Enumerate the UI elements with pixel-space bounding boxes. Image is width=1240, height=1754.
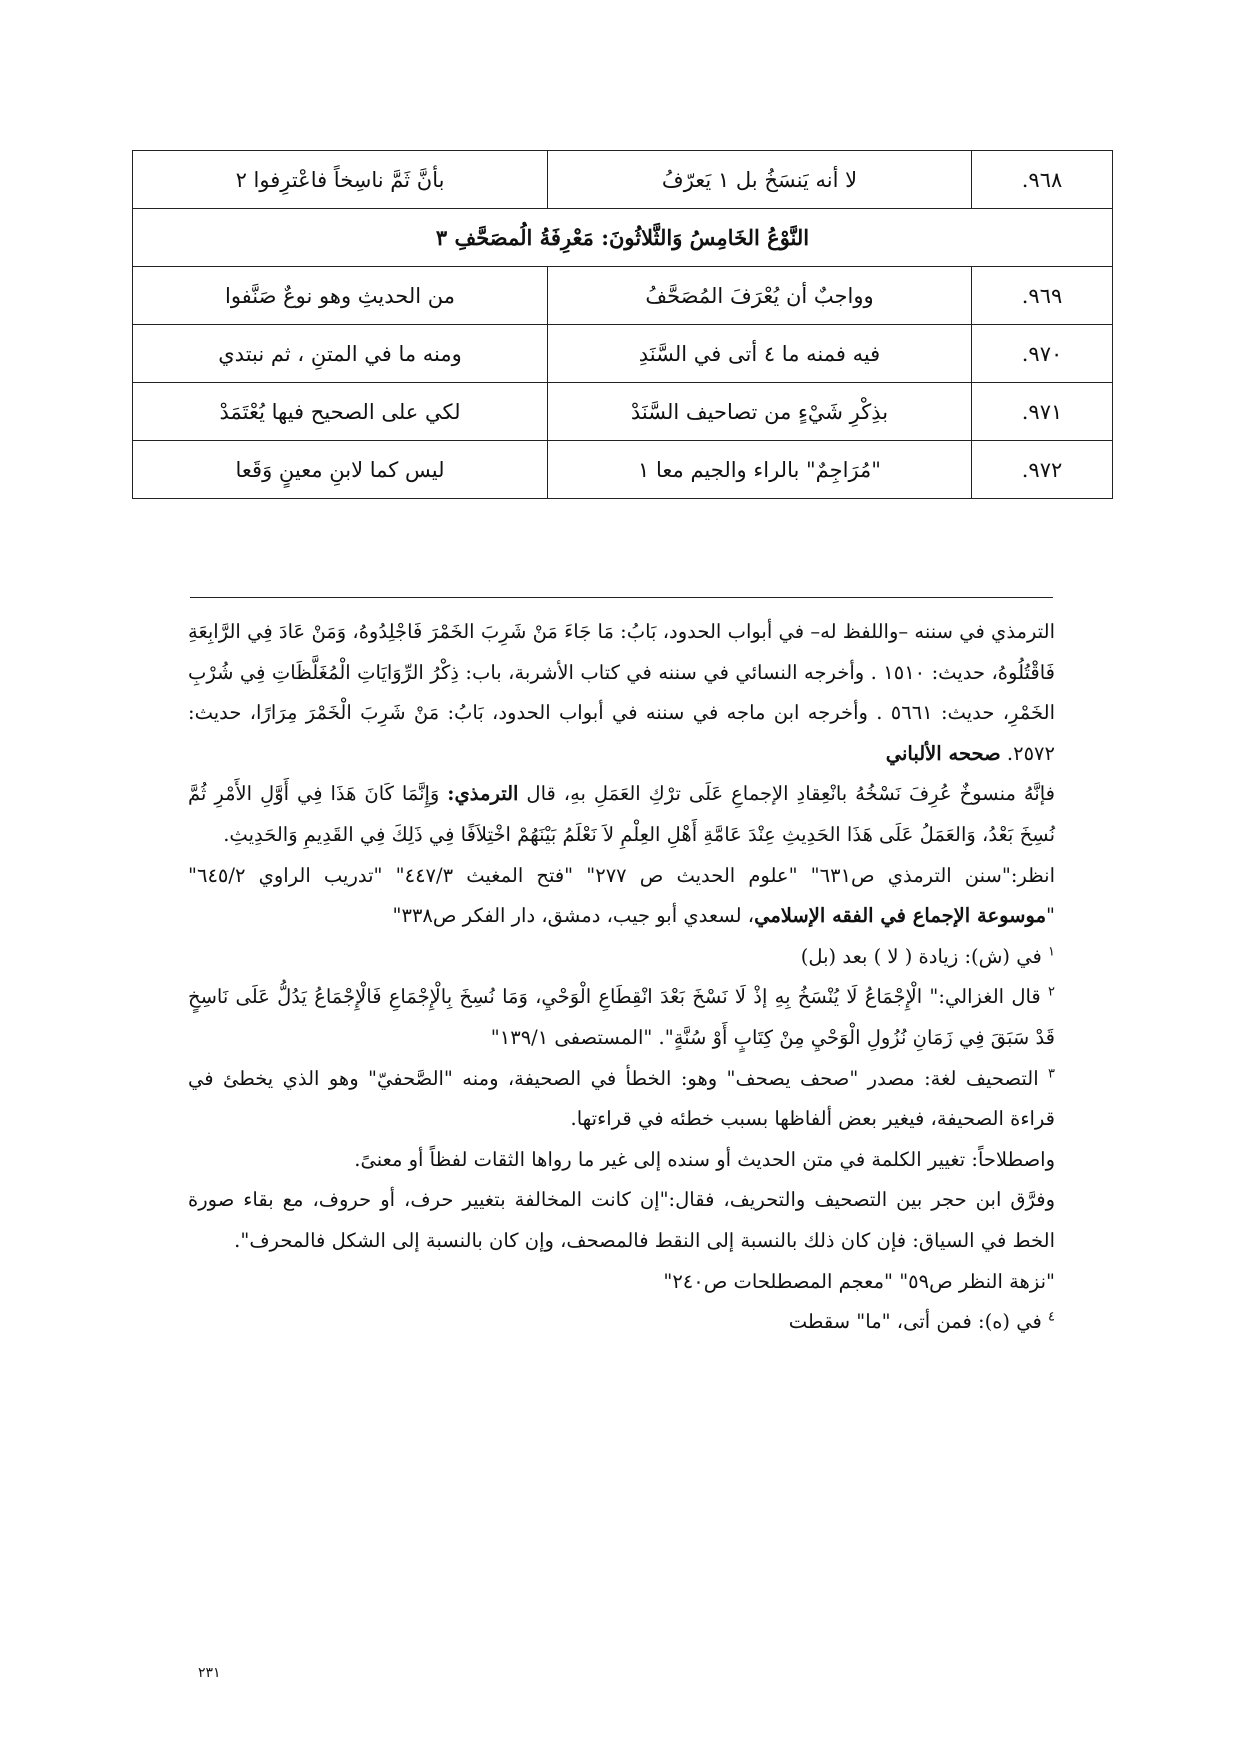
verse-table xyxy=(132,150,1113,499)
footnote-separator xyxy=(190,597,1053,598)
footnote-continuation xyxy=(188,612,1055,774)
section-title-row xyxy=(133,209,1113,267)
footnotes xyxy=(188,612,1055,1343)
verse-number: ٩٧٠. xyxy=(972,325,1113,383)
verse-number: ٩٦٩. xyxy=(972,267,1113,325)
footnote-text: فإنَّهُ منسوخٌ عُرِفَ نَسْخُهُ بانْعِقادِ الإجماعِ عَلَى ترْكِ العَمَلِ بهِ، قال xyxy=(526,782,1055,806)
footnote-paragraph: وفرَّق ابن حجر بين التصحيف والتحريف، فقال:"إن كانت المخالفة بتغيير حرف، أو حروف، مع بقاء صورة الخط في السياق: فإن كان ذلك بالنسبة إلى النقط فالمصحف، وإن كان بالنسبة إلى الشكل فالمحرف". xyxy=(188,1188,1055,1252)
verse-row-968 xyxy=(133,151,1113,209)
verse-row-969 xyxy=(133,267,1113,325)
section-title: النَّوْعُ الخَامِسُ وَالثَّلاثُونَ: مَعْرِفَةُ الُمصَحَّفِ ٣ xyxy=(133,209,1113,267)
verse-second-hemistich: من الحديثِ وهو نوعٌ صَنَّفوا xyxy=(133,267,548,325)
footnote-text: في (ش): زيادة ( لا ) بعد (بل) xyxy=(800,944,1042,968)
footnote-2 xyxy=(188,977,1055,1058)
footnote-text: الترمذي في سننه –واللفظ له– في أبواب الحدود، بَابُ: مَا جَاءَ مَنْ شَرِبَ الخَمْرَ فَاجْلِدُوهُ، وَمَنْ عَادَ فِي الرَّابِعَةِ فَاقْتُلُوهُ، حديث: ١٥١٠ . وأخرجه النسائي في سننه في كتاب الأشربة، باب: ذِكْرُ الرِّوَايَاتِ الْمُغَلَّظَاتِ فِي شُرْبِ الخَمْرِ، حديث: ٥٦٦١ . وأخرجه ابن ماجه في سننه في أبواب الحدود، بَابُ: مَنْ شَرِبَ الْخَمْرَ مِرَارًا، حديث: ٢٥٧٢. xyxy=(188,620,1055,765)
footnote-marker: ٢ xyxy=(1048,984,1056,1000)
footnote-bold-text: الترمذي: xyxy=(447,782,519,806)
footnote-paragraph: واصطلاحاً: تغيير الكلمة في متن الحديث أو سنده إلى غير ما رواها الثقات لفظاً أو معنىً. xyxy=(354,1147,1055,1171)
footnote-paragraph xyxy=(188,856,1055,937)
verse-row-970 xyxy=(133,325,1113,383)
footnote-3 xyxy=(188,1059,1055,1140)
footnote-bold-text: موسوعة الإجماع في الفقه الإسلامي xyxy=(754,904,1047,928)
verse-first-hemistich: "مُرَاجِمٌ" بالراء والجيم معا ١ xyxy=(548,441,972,499)
verse-number: ٩٧٢. xyxy=(972,441,1113,499)
verse-second-hemistich: ومنه ما في المتنِ ، ثم نبتدي xyxy=(133,325,548,383)
verse-number: ٩٦٨. xyxy=(972,151,1113,209)
footnote-text: قال الغزالي:" الْإِجْمَاعُ لَا يُنْسَخُ بِهِ إذْ لَا نَسْخَ بَعْدَ انْقِطَاعِ الْوَحْيِ، وَمَا نُسِخَ بِالْإِجْمَاعِ فَالْإِجْمَاعُ يَدُلُّ عَلَى نَاسِخٍ قَدْ سَبَقَ فِي زَمَانِ نُزُولِ الْوَحْيِ مِنْ كِتَابٍ أَوْ سُنَّةٍ". "المستصفى ١٣٩/١" xyxy=(188,985,1055,1049)
verse-first-hemistich: فيه فمنه ما ٤ أتى في السَّنَدِ xyxy=(548,325,972,383)
footnote-text: في (ه): فمن أتى، "ما" سقطت xyxy=(788,1310,1042,1334)
verse-second-hemistich: بأنَّ ثَمَّ ناسِخاً فاعْترِفوا ٢ xyxy=(133,151,548,209)
verse-row-972 xyxy=(133,441,1113,499)
verse-second-hemistich: ليس كما لابنِ معينٍ وَقَعا xyxy=(133,441,548,499)
footnote-marker: ١ xyxy=(1048,944,1055,960)
footnote-text: التصحيف لغة: مصدر "صحف يصحف" وهو: الخطأ في الصحيفة، ومنه "الصَّحفيّ" وهو الذي يخطئ في قراءة الصحيفة، فيغير بعض ألفاظها بسبب خطئه في قراءتها. xyxy=(188,1066,1055,1131)
footnote-text: انظر:"سنن الترمذي ص٦٣١" "علوم الحديث ص ٢٧٧" "فتح المغيث ٤٤٧/٣" "تدريب الراوي ٦٤٥/٢" " xyxy=(188,863,1056,928)
verse-first-hemistich: لا أنه يَنسَخُ بل ١ يَعرّفُ xyxy=(548,151,972,209)
footnote-1 xyxy=(188,937,1055,978)
footnote-paragraph xyxy=(188,774,1055,855)
footnote-bold-text: صححه الألباني xyxy=(885,741,1001,765)
verse-number: ٩٧١. xyxy=(972,383,1113,441)
footnote-4 xyxy=(188,1302,1055,1343)
footnote-paragraph: "نزهة النظر ص٥٩" "معجم المصطلحات ص٢٤٠" xyxy=(663,1269,1055,1293)
verse-second-hemistich: لكي على الصحيح فيها يُعْتَمَدْ xyxy=(133,383,548,441)
footnote-marker: ٤ xyxy=(1048,1309,1055,1325)
footnote-marker: ٣ xyxy=(1048,1066,1056,1082)
page-number: ٢٣١ xyxy=(198,1665,221,1681)
verse-row-971 xyxy=(133,383,1113,441)
footnote-text: ، لسعدي أبو جيب، دمشق، دار الفكر ص٣٣٨" xyxy=(392,904,755,928)
footnote-text: وَإِنَّمَا كَانَ هَذَا فِي أَوَّلِ الأَمْرِ ثُمَّ نُسِخَ بَعْدُ، وَالعَمَلُ عَلَى هَذَا الحَدِيثِ عِنْدَ عَامَّةِ أَهْلِ العِلْمِ لاَ نَعْلَمُ بَيْنَهُمْ اخْتِلاَفًا فِي ذَلِكَ فِي القَدِيمِ وَالحَدِيثِ. xyxy=(188,782,1055,846)
verse-first-hemistich: وواجبٌ أن يُعْرَفَ المُصَحَّفُ xyxy=(548,267,972,325)
verse-first-hemistich: بذِكْرِ شَيْءٍ من تصاحيف السَّنَدْ xyxy=(548,383,972,441)
